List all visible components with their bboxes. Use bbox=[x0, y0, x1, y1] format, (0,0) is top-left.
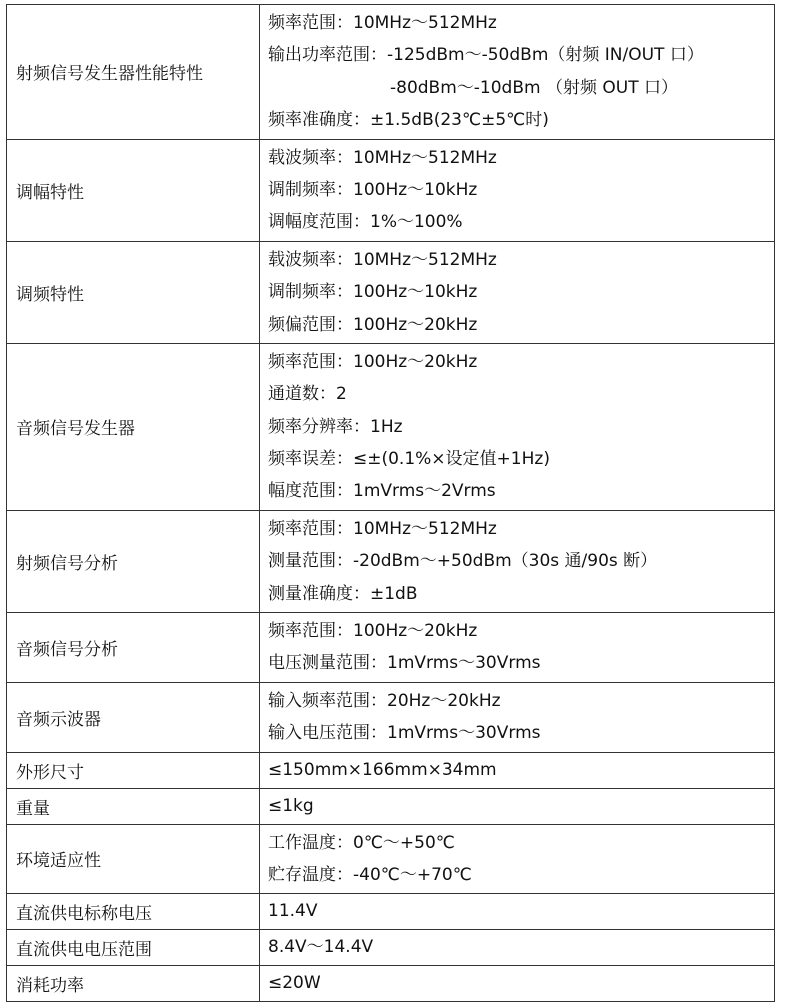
table-row bbox=[7, 894, 775, 930]
table-row bbox=[7, 682, 775, 752]
value-line: 输出功率范围：-125dBm～-50dBm（射频 IN/OUT 口） bbox=[268, 45, 704, 66]
value-line: 频率准确度：±1.5dB(23℃±5℃时) bbox=[268, 110, 549, 131]
value-line: 载波频率：10MHz～512MHz bbox=[268, 147, 497, 168]
row-value bbox=[260, 241, 775, 343]
row-label: 环境适应性 bbox=[7, 824, 260, 894]
table-row bbox=[7, 788, 775, 824]
row-label: 重量 bbox=[7, 788, 260, 824]
row-value bbox=[260, 5, 775, 140]
row-value bbox=[260, 894, 775, 930]
spec-table bbox=[6, 4, 775, 1002]
value-line: 测量准确度：±1dB bbox=[268, 583, 418, 604]
row-value bbox=[260, 788, 775, 824]
row-label: 调幅特性 bbox=[7, 139, 260, 241]
row-value bbox=[260, 966, 775, 1002]
row-value bbox=[260, 824, 775, 894]
value-line: ≤150mm×166mm×34mm bbox=[268, 759, 497, 780]
table-row bbox=[7, 139, 775, 241]
table-row bbox=[7, 343, 775, 510]
value-line: 调幅度范围：1%～100% bbox=[268, 212, 463, 233]
value-line: 频偏范围：100Hz～20kHz bbox=[268, 314, 478, 335]
value-line: 频率范围：10MHz～512MHz bbox=[268, 13, 497, 33]
row-label: 外形尺寸 bbox=[7, 752, 260, 788]
value-line: 11.4V bbox=[268, 901, 318, 922]
value-line: 调制频率：100Hz～10kHz bbox=[268, 282, 478, 303]
value-line: -80dBm～-10dBm （射频 OUT 口） bbox=[390, 77, 678, 98]
row-label: 音频示波器 bbox=[7, 682, 260, 752]
value-line: 8.4V～14.4V bbox=[268, 937, 374, 958]
value-line: 贮存温度：-40℃～+70℃ bbox=[268, 864, 472, 885]
value-line: ≤20W bbox=[268, 973, 321, 994]
table-row bbox=[7, 241, 775, 343]
value-line: 输入频率范围：20Hz～20kHz bbox=[268, 690, 501, 711]
value-line: 工作温度：0℃～+50℃ bbox=[268, 832, 455, 853]
value-line: 频率范围：100Hz～20kHz bbox=[268, 351, 478, 372]
value-line: 通道数：2 bbox=[268, 384, 347, 405]
value-line: 电压测量范围：1mVrms～30Vrms bbox=[268, 653, 541, 674]
row-label: 直流供电标称电压 bbox=[7, 894, 260, 930]
table-row bbox=[7, 752, 775, 788]
value-line: 输入电压范围：1mVrms～30Vrms bbox=[268, 723, 541, 744]
row-label: 消耗功率 bbox=[7, 966, 260, 1002]
value-line: ≤1kg bbox=[268, 795, 314, 816]
table-row bbox=[7, 966, 775, 1002]
table-row bbox=[7, 5, 775, 140]
row-value bbox=[260, 343, 775, 510]
table-row bbox=[7, 613, 775, 683]
row-label: 射频信号分析 bbox=[7, 510, 260, 612]
row-label: 射频信号发生器性能特性 bbox=[7, 5, 260, 140]
value-line: 测量范围：-20dBm～+50dBm（30s 通/90s 断） bbox=[268, 551, 658, 572]
table-row bbox=[7, 824, 775, 894]
value-line: 频率范围：100Hz～20kHz bbox=[268, 621, 478, 642]
table-row bbox=[7, 930, 775, 966]
value-line: 调制频率：100Hz～10kHz bbox=[268, 179, 478, 200]
value-line: 幅度范围：1mVrms～2Vrms bbox=[268, 481, 496, 502]
value-line: 频率分辨率：1Hz bbox=[268, 416, 403, 437]
row-value bbox=[260, 510, 775, 612]
row-value bbox=[260, 139, 775, 241]
row-value bbox=[260, 613, 775, 683]
table-row bbox=[7, 510, 775, 612]
row-label: 音频信号分析 bbox=[7, 613, 260, 683]
row-label: 音频信号发生器 bbox=[7, 343, 260, 510]
row-label: 调频特性 bbox=[7, 241, 260, 343]
value-line: 频率范围：10MHz～512MHz bbox=[268, 518, 497, 539]
value-line: 载波频率：10MHz～512MHz bbox=[268, 249, 497, 270]
row-value bbox=[260, 682, 775, 752]
row-value bbox=[260, 930, 775, 966]
value-line: 频率误差：≤±(0.1%×设定值+1Hz) bbox=[268, 449, 550, 470]
row-value bbox=[260, 752, 775, 788]
row-label: 直流供电电压范围 bbox=[7, 930, 260, 966]
